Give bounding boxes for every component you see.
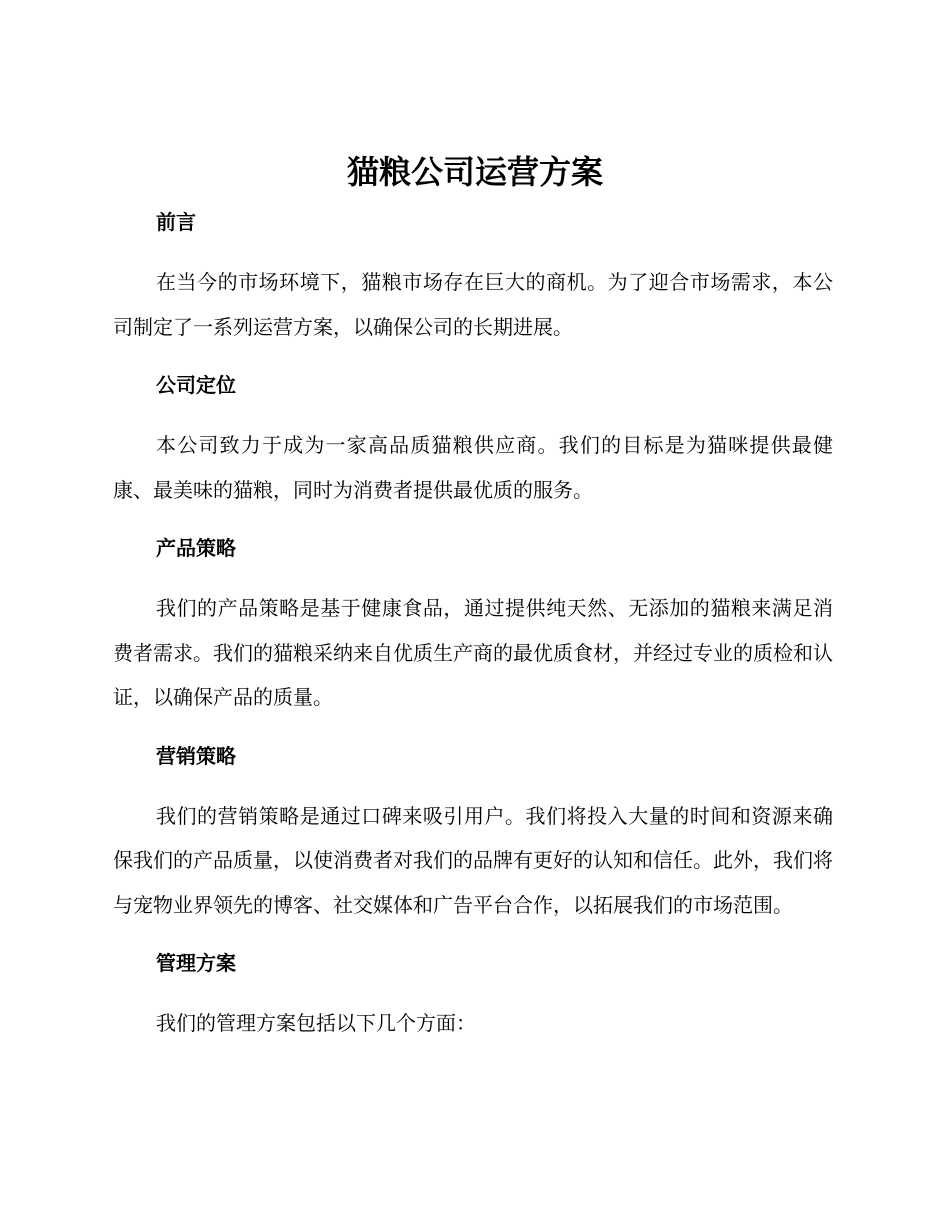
section-heading: 公司定位 bbox=[156, 373, 236, 397]
document-title: 猫粮公司运营方案 bbox=[346, 153, 603, 191]
section-product-strategy bbox=[113, 526, 833, 734]
document-body bbox=[113, 200, 833, 1046]
section-paragraph: 我们的产品策略是基于健康食品，通过提供纯天然、无添加的猫粮来满足消费者需求。我们的猫粮采纳来自优质生产商的最优质食材，并经过专业的质检和认证，以确保产品的质量。 bbox=[113, 596, 833, 709]
section-heading: 前言 bbox=[156, 210, 196, 234]
section-paragraph: 我们的营销策略是通过口碑来吸引用户。我们将投入大量的时间和资源来确保我们的产品质量，以使消费者对我们的品牌有更好的认知和信任。此外，我们将与宠物业界领先的博客、社交媒体和广告平台合作，以拓展我们的市场范围。 bbox=[113, 803, 833, 917]
section-heading: 营销策略 bbox=[156, 743, 236, 768]
section-paragraph: 我们的管理方案包括以下几个方面： bbox=[156, 1011, 476, 1035]
section-heading: 产品策略 bbox=[156, 536, 236, 560]
section-positioning bbox=[113, 363, 833, 526]
section-paragraph: 本公司致力于成为一家高品质猫粮供应商。我们的目标是为猫咪提供最健康、最美味的猫粮，同时为消费者提供最优质的服务。 bbox=[113, 433, 833, 502]
section-marketing-strategy bbox=[113, 734, 833, 942]
section-heading: 管理方案 bbox=[156, 951, 236, 975]
section-preface bbox=[113, 200, 833, 363]
section-paragraph: 在当今的市场环境下，猫粮市场存在巨大的商机。为了迎合市场需求，本公司制定了一系列运营方案，以确保公司的长期进展。 bbox=[113, 270, 833, 339]
section-management-plan bbox=[113, 941, 833, 1046]
